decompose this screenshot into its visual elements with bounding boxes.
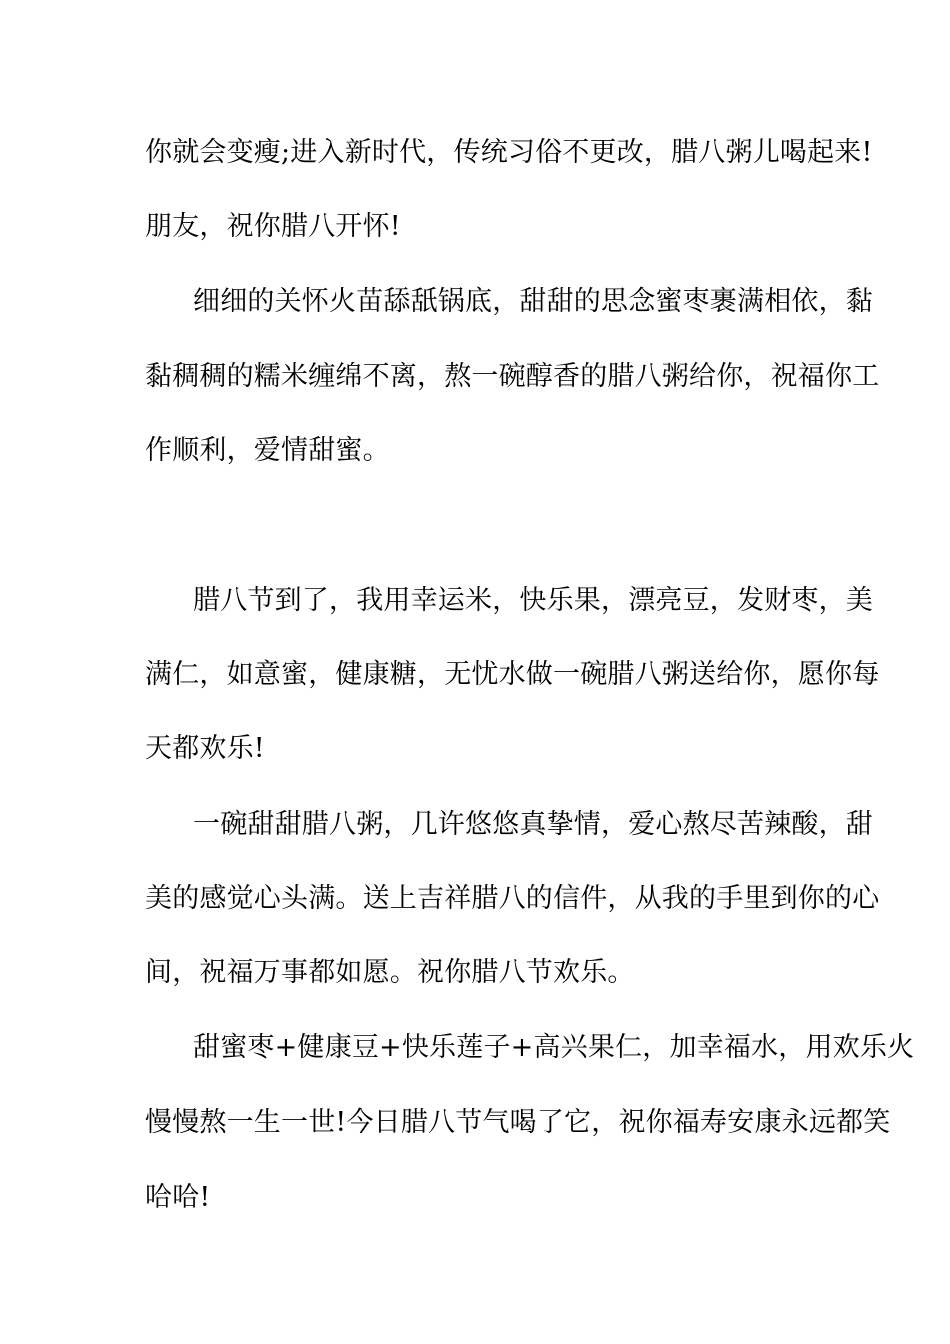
- paragraph-1-line-1: 你就会变瘦;进入新时代，传统习俗不更改，腊八粥儿喝起来!: [145, 137, 873, 168]
- paragraph-3-line-2: 满仁，如意蜜，健康糖，无忧水做一碗腊八粥送给你，愿你每: [145, 659, 880, 690]
- paragraph-4-line-1: 一碗甜甜腊八粥，几许悠悠真挚情，爱心熬尽苦辣酸，甜: [193, 809, 873, 840]
- paragraph-3-line-1: 腊八节到了，我用幸运米，快乐果，漂亮豆，发财枣，美: [193, 585, 873, 616]
- paragraph-4-line-3: 间，祝福万事都如愿。祝你腊八节欢乐。: [145, 957, 635, 988]
- paragraph-5-line-1: 甜蜜枣+健康豆+快乐莲子+高兴果仁，加幸福水，用欢乐火: [193, 1032, 915, 1063]
- paragraph-3-line-3: 天都欢乐!: [145, 733, 265, 764]
- paragraph-4-line-2: 美的感觉心头满。送上吉祥腊八的信件，从我的手里到你的心: [145, 883, 880, 914]
- paragraph-5-line-3: 哈哈!: [145, 1182, 211, 1213]
- paragraph-1-line-2: 朋友，祝你腊八开怀!: [145, 211, 401, 242]
- paragraph-2-line-3: 作顺利，爱情甜蜜。: [145, 435, 390, 466]
- paragraph-2-line-2: 黏稠稠的糯米缠绵不离，熬一碗醇香的腊八粥给你，祝福你工: [145, 361, 880, 392]
- paragraph-5-line-2: 慢慢熬一生一世!今日腊八节气喝了它，祝你福寿安康永远都笑: [145, 1107, 891, 1138]
- paragraph-2-line-1: 细细的关怀火苗舔舐锅底，甜甜的思念蜜枣裹满相依，黏: [193, 286, 873, 317]
